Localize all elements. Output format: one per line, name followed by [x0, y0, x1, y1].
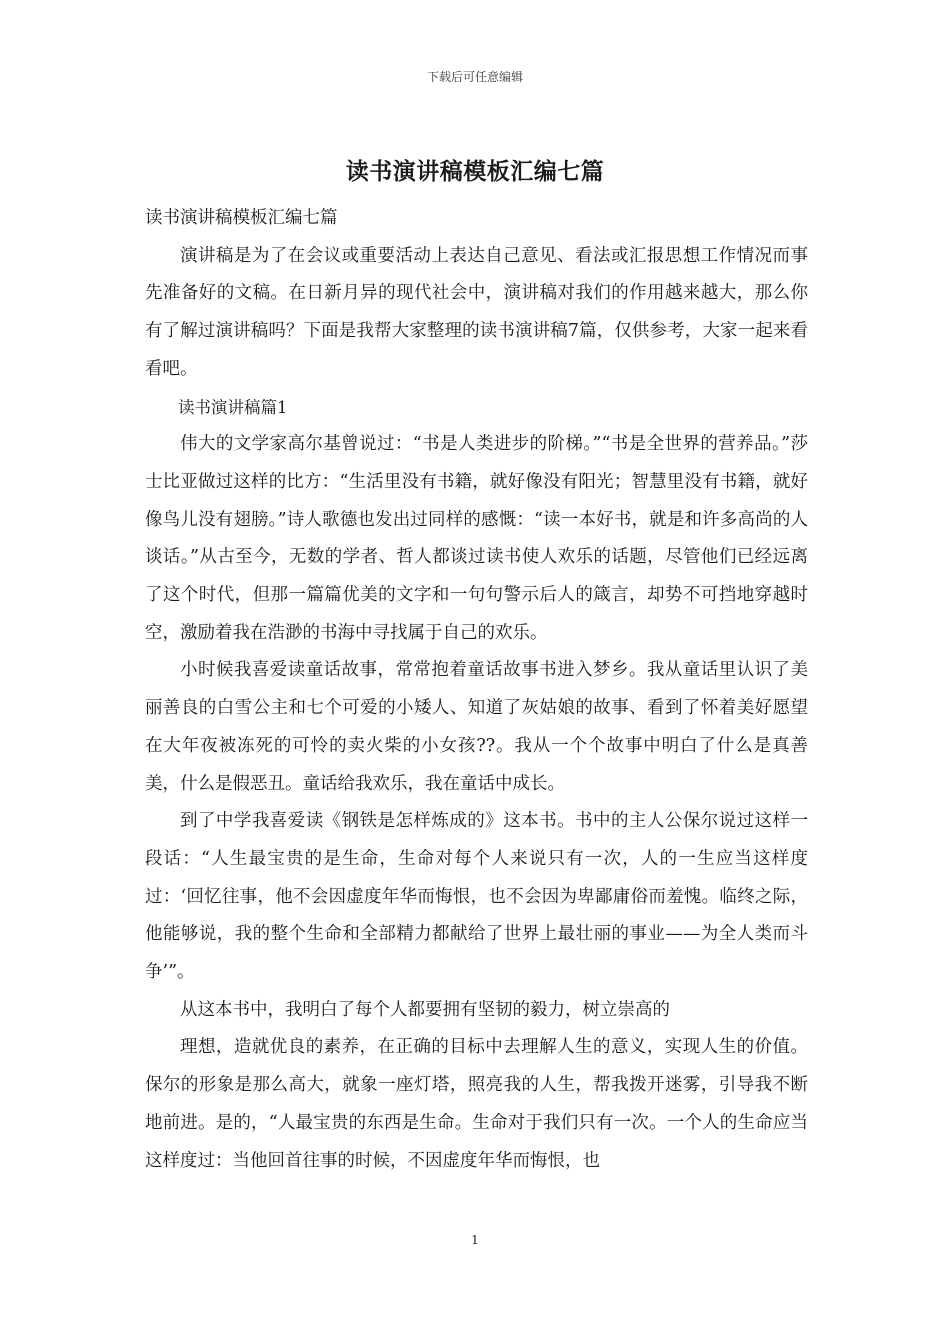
- paragraph: 小时候我喜爱读童话故事，常常抱着童话故事书进入梦乡。我从童话里认识了美丽善良的白雪公主和七个可爱的小矮人、知道了灰姑娘的故事、看到了怀着美好愿望在大年夜被冻死的可怜的卖火柴的小女孩??。我从一个个故事中明白了什么是真善美，什么是假恶丑。童话给我欢乐，我在童话中成长。: [145, 660, 808, 794]
- section-heading: 读书演讲稿篇1: [178, 397, 288, 417]
- paragraph-intro: 演讲稿是为了在会议或重要活动上表达自己意见、看法或汇报思想工作情况而事先准备好的文稿。在日新月异的现代社会中，演讲稿对我们的作用越来越大，那么你有了解过演讲稿吗？下面是我帮大家整理的读书演讲稿7篇，仅供参考，大家一起来看看吧。: [145, 245, 808, 379]
- paragraph: 从这本书中，我明白了每个人都要拥有坚韧的毅力，树立崇高的: [180, 999, 670, 1020]
- page-number: 1: [471, 1233, 479, 1247]
- document-title: 读书演讲稿模板汇编七篇: [345, 158, 605, 185]
- paragraph: 伟大的文学家高尔基曾说过：“书是人类进步的阶梯。”“书是全世界的营养品。”莎士比亚做过这样的比方：“生活里没有书籍，就好像没有阳光；智慧里没有书籍，就好像鸟儿没有翅膀。”诗人歌德也发出过同样的感慨：“读一本好书，就是和许多高尚的人谈话。”从古至今，无数的学者、哲人都谈过读书使人欢乐的话题，尽管他们已经远离了这个时代，但那一篇篇优美的文字和一句句警示后人的箴言，却势不可挡地穿越时空，激励着我在浩渺的书海中寻找属于自己的欢乐。: [145, 434, 808, 643]
- document-body: [145, 200, 808, 1180]
- paragraph: 理想，造就优良的素养，在正确的目标中去理解人生的意义，实现人生的价值。保尔的形象是那么高大，就象一座灯塔，照亮我的人生，帮我拨开迷雾，引导我不断地前进。是的，“人最宝贵的东西是生命。生命对于我们只有一次。一个人的生命应当这样度过：当他回首往事的时候，不因虚度年华而悔恨，也: [145, 1037, 808, 1171]
- header-note: 下载后可任意编辑: [426, 70, 523, 84]
- subtitle-line: 读书演讲稿模板汇编七篇: [145, 208, 338, 228]
- paragraph: 到了中学我喜爱读《钢铁是怎样炼成的》这本书。书中的主人公保尔说过这样一段话：“人生最宝贵的是生命，生命对每个人来说只有一次，人的一生应当这样度过：‘回忆往事，他不会因虚度年华而悔恨，也不会因为卑鄙庸俗而羞愧。临终之际，他能够说，我的整个生命和全部精力都献给了世界上最壮丽的事业——为全人类而斗争’”。: [145, 811, 808, 983]
